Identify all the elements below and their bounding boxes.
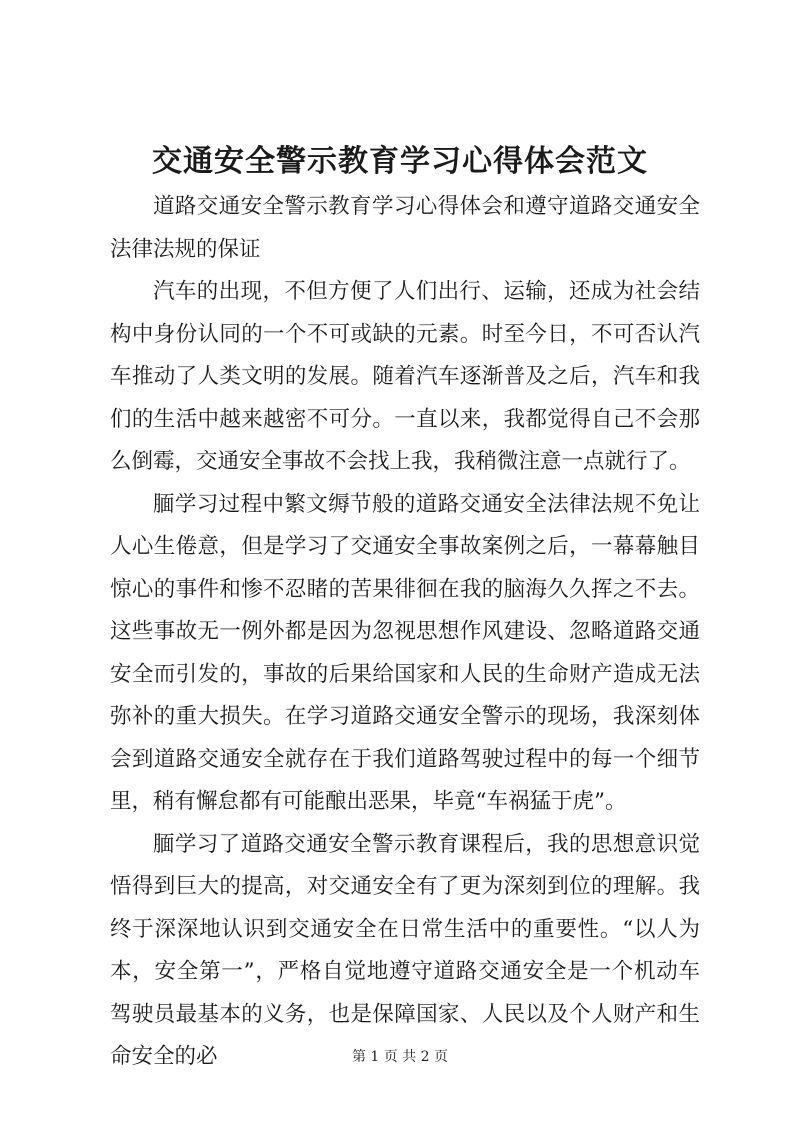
paragraph-2: 腼学习过程中繁文缛节般的道路交通安全法律法规不免让人心生倦意，但是学习了交通安全事故案例之后，一幕幕触目惊心的事件和惨不忍睹的苦果徘徊在我的脑海久久挥之不去。这些事故无一例外都是因为忽视思想作风建设、忽略道路交通安全而引发的，事故的后果给国家和人民的生命财产造成无法弥补的重大损失。在学习道路交通安全警示的现场，我深刻体会到道路交通安全就存在于我们道路驾驶过程中的每一个细节里，稍有懈怠都有可能酿出恶果，毕竟“车祸猛于虎”。 (110, 491, 700, 814)
paragraph-3: 腼学习了道路交通安全警示教育课程后，我的思想意识觉悟得到巨大的提高，对交通安全有了更为深刻到位的理解。我终于深深地认识到交通安全在日常生活中的重要性。“以人为本，安全第一”，严格自觉地遵守道路交通安全是一个机动车驾驶员最基本的义务，也是保障国家、人民以及个人财产和生命安全的必 (110, 831, 700, 1069)
paragraph-1: 汽车的出现，不但方便了人们出行、运输，还成为社会结构中身份认同的一个不可或缺的元素。时至今日，不可否认汽车推动了人类文明的发展。随着汽车逐渐普及之后，汽车和我们的生活中越来越密不可分。一直以来，我都觉得自己不会那么倒霉，交通安全事故不会找上我，我稍微注意一点就行了。 (110, 279, 700, 474)
document-body (110, 186, 700, 1079)
document-title: 交通安全警示教育学习心得体会范文 (152, 144, 648, 179)
page-footer: 第 1 页 共 2 页 (351, 1049, 449, 1065)
paragraph-subtitle: 道路交通安全警示教育学习心得体会和遵守道路交通安全法律法规的保证 (110, 194, 700, 262)
